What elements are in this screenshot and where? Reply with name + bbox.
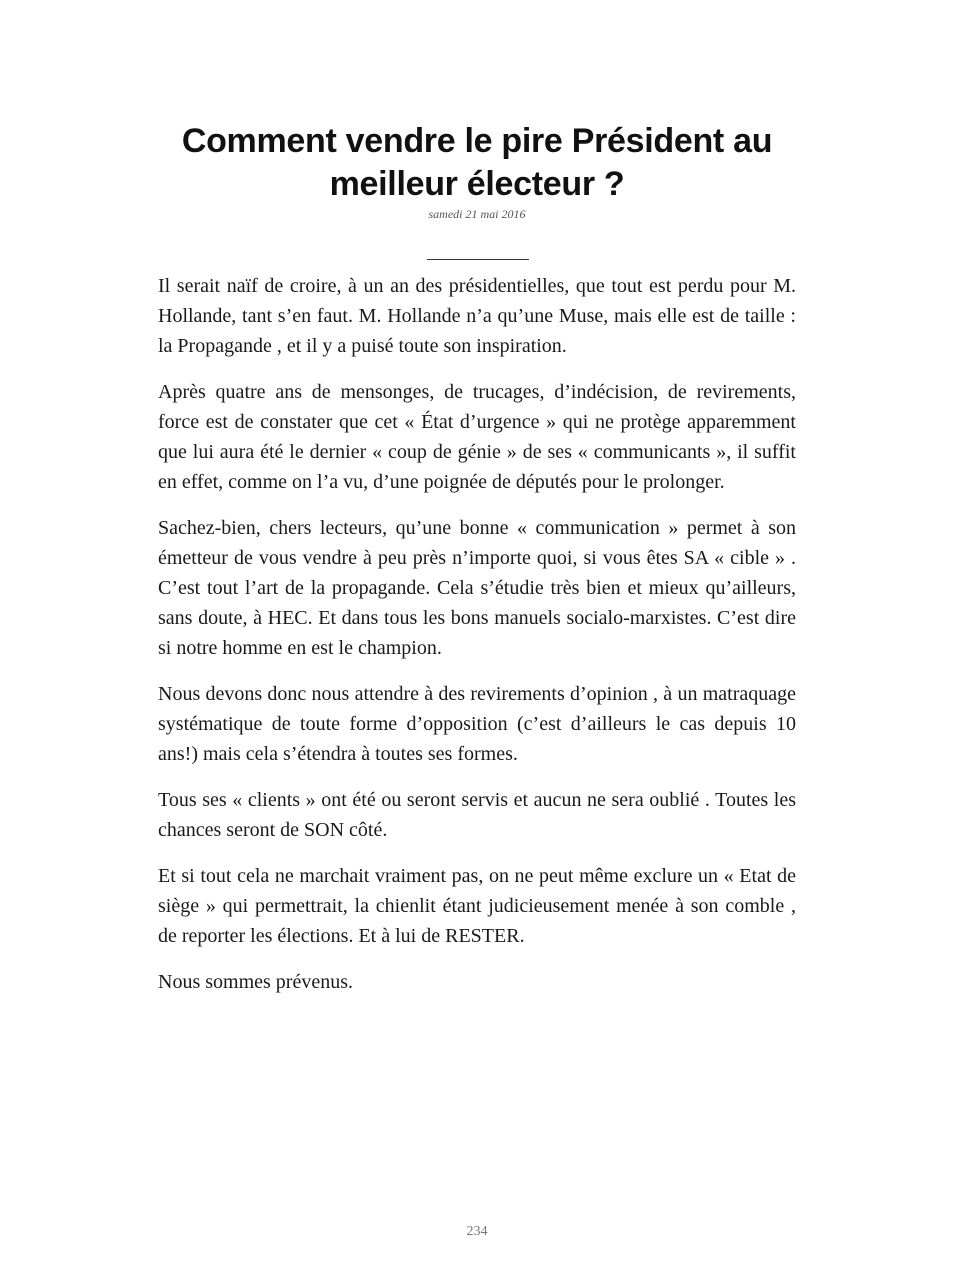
paragraph: Et si tout cela ne marchait vraiment pas, on ne peut même exclure un « Etat de siège » qui permettrait, la chienlit étant judicieusement menée à son comble , de reporter les élections. Et à lui de RESTER. (158, 865, 796, 947)
paragraph: Après quatre ans de mensonges, de trucages, d’indécision, de revirements, force est de constater que cet « État d’urgence » qui ne protège apparemment que lui aura été le dernier « coup de génie » de ses « communicants », il suffit en effet, comme on l’a vu, d’une poignée de députés pour le prolonger. (158, 381, 796, 493)
article-date: samedi 21 mai 2016 (428, 207, 526, 221)
page-number: 234 (466, 1224, 488, 1239)
article-title: Comment vendre le pire Président au meilleur électeur ? (181, 122, 773, 203)
paragraph: Nous sommes prévenus. (158, 971, 353, 993)
paragraph: Sachez-bien, chers lecteurs, qu’une bonne « communication » permet à son émetteur de vous vendre à peu près n’importe quoi, si vous êtes SA « cible » . C’est tout l’art de la propagande. Cela s’étudie très bien et mieux qu’ailleurs, sans doute, à HEC. Et dans tous les bons manuels socialo-marxistes. C’est dire si notre homme en est le champion. (158, 517, 796, 659)
paragraph: Nous devons donc nous attendre à des revirements d’opinion , à un matraquage systématique de toute forme d’opposition (c’est d’ailleurs le cas depuis 10 ans!) mais cela s’étendra à toutes ses formes. (158, 683, 796, 765)
title-separator (427, 259, 529, 260)
paragraph: Il serait naïf de croire, à un an des présidentielles, que tout est perdu pour M. Hollande, tant s’en faut. M. Hollande n’a qu’une Muse, mais elle est de taille : la Propagande , et il y a puisé toute son inspiration. (158, 275, 796, 357)
article-body (158, 271, 796, 1013)
paragraph: Tous ses « clients » ont été ou seront servis et aucun ne sera oublié . Toutes les chances seront de SON côté. (158, 789, 796, 841)
